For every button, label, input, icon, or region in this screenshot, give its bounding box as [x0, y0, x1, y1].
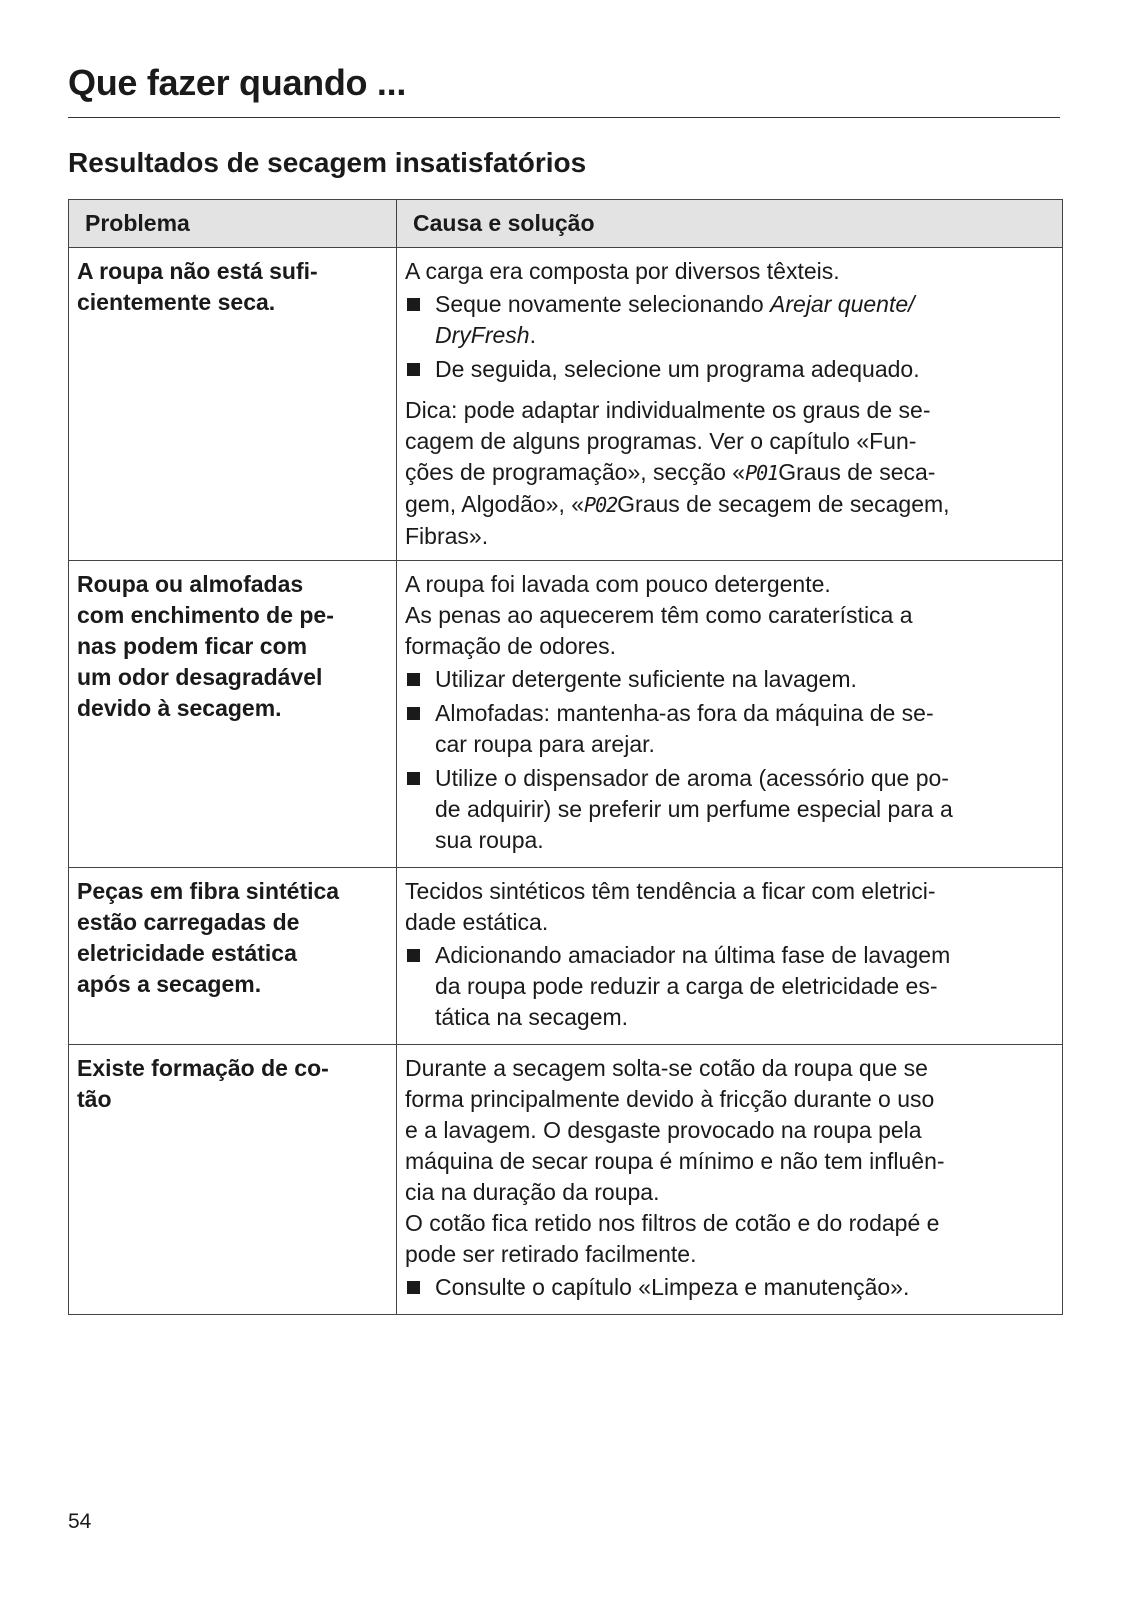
title-divider — [68, 117, 1060, 118]
square-bullet-icon — [407, 363, 420, 376]
problem-line: Peças em fibra sintética — [77, 878, 340, 904]
table-row — [69, 561, 1063, 868]
cause-text: Durante a secagem solta-se cotão da roupa que se — [405, 1055, 928, 1081]
column-header-problem: Problema — [69, 200, 397, 248]
tip-line: Dica: pode adaptar individualmente os graus de se- — [405, 397, 931, 423]
cause-text: cia na duração da roupa. — [405, 1179, 660, 1205]
solution-text: car roupa para arejar. — [435, 731, 655, 757]
problem-line: Existe formação de co- — [77, 1055, 329, 1081]
problem-cell — [69, 248, 397, 561]
list-item — [405, 763, 1052, 856]
problem-cell — [69, 1045, 397, 1315]
display-code-p02: P02 — [584, 493, 618, 517]
solution-text: Almofadas: mantenha-as fora da máquina de se- — [435, 700, 934, 726]
problem-line: A roupa não está sufi- — [77, 258, 318, 284]
table-row — [69, 868, 1063, 1045]
program-name: DryFresh — [435, 322, 530, 348]
solution-text: Adicionando amaciador na última fase de lavagem — [435, 942, 951, 968]
table-header-row — [69, 200, 1063, 248]
solution-list — [405, 289, 1052, 385]
cause-text: A carga era composta por diversos têxteis. — [405, 258, 840, 284]
solution-list — [405, 940, 1052, 1033]
problem-line: um odor desagradável — [77, 664, 323, 690]
solution-text: Utilizar detergente suficiente na lavagem. — [435, 666, 857, 692]
tip-text: ções de programação», secção « — [405, 459, 746, 485]
problem-line: nas podem ficar com — [77, 633, 308, 659]
column-header-cause: Causa e solução — [397, 200, 1063, 248]
problem-line: cientemente seca. — [77, 289, 276, 315]
problem-line: eletricidade estática — [77, 940, 297, 966]
list-item — [405, 354, 1052, 385]
square-bullet-icon — [407, 707, 420, 720]
page-title: Que fazer quando ... — [68, 62, 407, 103]
solution-text: De seguida, selecione um programa adequado. — [435, 356, 920, 382]
solution-list — [405, 664, 1052, 856]
table-row — [69, 248, 1063, 561]
list-item — [405, 698, 1052, 760]
square-bullet-icon — [407, 772, 420, 785]
problem-line: devido à secagem. — [77, 695, 282, 721]
solution-text: Consulte o capítulo «Limpeza e manutenção». — [435, 1274, 910, 1300]
list-item — [405, 664, 1052, 695]
cause-cell — [397, 1045, 1063, 1315]
table-row — [69, 1045, 1063, 1315]
cause-text: O cotão fica retido nos filtros de cotão e do rodapé e — [405, 1210, 940, 1236]
cause-text: formação de odores. — [405, 633, 616, 659]
list-item — [405, 940, 1052, 1033]
solution-text: . — [529, 322, 536, 348]
solution-text: Seque novamente selecionando — [435, 291, 771, 317]
problem-cell — [69, 868, 397, 1045]
cause-text: e a lavagem. O desgaste provocado na roupa pela — [405, 1117, 922, 1143]
cause-cell — [397, 868, 1063, 1045]
solution-text: da roupa pode reduzir a carga de eletricidade es- — [435, 973, 938, 999]
list-item — [405, 1272, 1052, 1303]
problem-line: estão carregadas de — [77, 909, 300, 935]
cause-text: As penas ao aquecerem têm como caraterística a — [405, 602, 913, 628]
tip-text: Graus de seca- — [778, 459, 936, 485]
cause-cell — [397, 561, 1063, 868]
section-title: Resultados de secagem insatisfatórios — [68, 147, 587, 178]
problem-cell — [69, 561, 397, 868]
cause-text: pode ser retirado facilmente. — [405, 1241, 697, 1267]
cause-text: máquina de secar roupa é mínimo e não tem influên- — [405, 1148, 945, 1174]
solution-list — [405, 1272, 1052, 1303]
problem-line: tão — [77, 1086, 112, 1112]
tip-line: cagem de alguns programas. Ver o capítulo «Fun- — [405, 428, 917, 454]
tip-text: Graus de secagem de secagem, — [617, 491, 950, 517]
problem-line: após a secagem. — [77, 971, 262, 997]
tip-line: Fibras». — [405, 523, 489, 549]
square-bullet-icon — [407, 298, 420, 311]
troubleshooting-table — [68, 199, 1063, 1315]
cause-text: A roupa foi lavada com pouco detergente. — [405, 571, 831, 597]
tip-paragraph — [405, 395, 1052, 552]
cause-cell — [397, 248, 1063, 561]
solution-text: tática na secagem. — [435, 1004, 629, 1030]
list-item — [405, 289, 1052, 351]
square-bullet-icon — [407, 673, 420, 686]
solution-text: Utilize o dispensador de aroma (acessório que po- — [435, 765, 949, 791]
cause-text: Tecidos sintéticos têm tendência a ficar com eletrici- — [405, 878, 936, 904]
solution-text: de adquirir) se preferir um perfume especial para a — [435, 796, 953, 822]
display-code-p01: P01 — [745, 461, 779, 485]
square-bullet-icon — [407, 1281, 420, 1294]
program-name: Arejar quente/ — [770, 291, 915, 317]
solution-text: sua roupa. — [435, 827, 544, 853]
cause-text: forma principalmente devido à fricção durante o uso — [405, 1086, 935, 1112]
problem-line: Roupa ou almofadas — [77, 571, 304, 597]
problem-line: com enchimento de pe- — [77, 602, 334, 628]
cause-text: dade estática. — [405, 909, 549, 935]
square-bullet-icon — [407, 949, 420, 962]
tip-text: gem, Algodão», « — [405, 491, 585, 517]
page-number: 54 — [68, 1510, 92, 1533]
